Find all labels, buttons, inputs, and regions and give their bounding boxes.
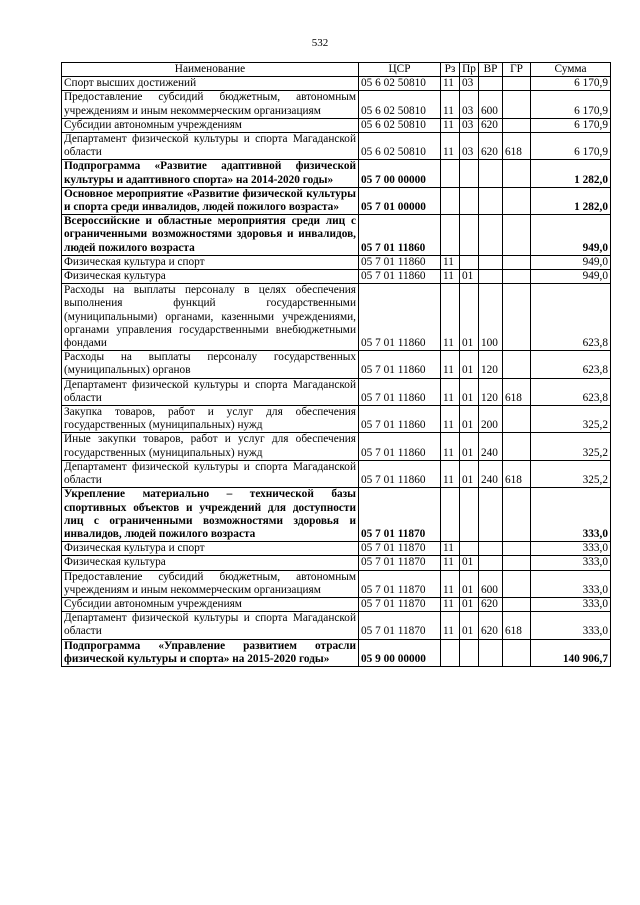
cell-sum: 140 906,7 [531, 639, 611, 666]
cell-sum: 623,8 [531, 378, 611, 405]
cell-csr: 05 7 01 11860 [359, 255, 441, 269]
cell-vr: 120 [479, 351, 503, 378]
cell-vr: 620 [479, 612, 503, 639]
cell-sum: 949,0 [531, 270, 611, 284]
header-sum: Сумма [531, 63, 611, 77]
cell-pr: 01 [460, 433, 479, 460]
cell-sum: 333,0 [531, 542, 611, 556]
cell-gr [503, 118, 531, 132]
table-header-row [62, 63, 611, 77]
cell-gr: 618 [503, 133, 531, 160]
cell-sum: 333,0 [531, 556, 611, 570]
cell-sum: 6 170,9 [531, 91, 611, 118]
cell-name: Расходы на выплаты персоналу в целях обеспечения выполнения функций государственными (муниципальными) органами, казенными учреждениями, органами управления государственными внебюджетными фондами [62, 284, 359, 351]
cell-sum: 333,0 [531, 570, 611, 597]
cell-rz: 11 [441, 612, 460, 639]
cell-rz [441, 160, 460, 187]
cell-rz: 11 [441, 351, 460, 378]
cell-rz: 11 [441, 378, 460, 405]
cell-rz: 11 [441, 433, 460, 460]
cell-name: Департамент физической культуры и спорта Магаданской области [62, 133, 359, 160]
cell-gr [503, 597, 531, 611]
cell-csr: 05 9 00 00000 [359, 639, 441, 666]
cell-pr: 03 [460, 118, 479, 132]
cell-gr [503, 77, 531, 91]
cell-gr [503, 639, 531, 666]
cell-rz: 11 [441, 91, 460, 118]
table-row [62, 460, 611, 487]
cell-rz: 11 [441, 597, 460, 611]
cell-vr: 620 [479, 597, 503, 611]
cell-csr: 05 7 01 11870 [359, 612, 441, 639]
cell-name: Всероссийские и областные мероприятия среди лиц с ограниченными возможностями здоровья и инвалидов, людей пожилого возраста [62, 215, 359, 256]
cell-csr: 05 7 01 11870 [359, 597, 441, 611]
cell-pr: 01 [460, 570, 479, 597]
cell-rz [441, 639, 460, 666]
cell-sum: 333,0 [531, 597, 611, 611]
cell-pr [460, 160, 479, 187]
cell-vr: 240 [479, 460, 503, 487]
cell-gr [503, 91, 531, 118]
cell-sum: 623,8 [531, 351, 611, 378]
cell-csr: 05 7 01 11860 [359, 460, 441, 487]
header-gr: ГР [503, 63, 531, 77]
cell-pr: 01 [460, 406, 479, 433]
header-vr: ВР [479, 63, 503, 77]
cell-name: Предоставление субсидий бюджетным, автономным учреждениям и иным некоммерческим организациям [62, 570, 359, 597]
cell-csr: 05 7 01 11870 [359, 488, 441, 542]
cell-vr: 120 [479, 378, 503, 405]
cell-gr [503, 570, 531, 597]
cell-name: Физическая культура и спорт [62, 255, 359, 269]
cell-gr [503, 255, 531, 269]
cell-pr: 01 [460, 270, 479, 284]
cell-rz: 11 [441, 270, 460, 284]
cell-sum: 333,0 [531, 612, 611, 639]
cell-csr: 05 6 02 50810 [359, 77, 441, 91]
cell-vr [479, 488, 503, 542]
cell-sum: 949,0 [531, 215, 611, 256]
cell-pr: 01 [460, 378, 479, 405]
cell-name: Физическая культура [62, 556, 359, 570]
cell-rz: 11 [441, 133, 460, 160]
cell-gr [503, 556, 531, 570]
cell-pr: 01 [460, 284, 479, 351]
cell-sum: 949,0 [531, 255, 611, 269]
cell-gr [503, 284, 531, 351]
cell-vr [479, 160, 503, 187]
cell-pr: 01 [460, 460, 479, 487]
cell-vr: 620 [479, 133, 503, 160]
cell-gr: 618 [503, 612, 531, 639]
cell-name: Подпрограмма «Управление развитием отрасли физической культуры и спорта» на 2015-2020 годы» [62, 639, 359, 666]
cell-gr [503, 160, 531, 187]
header-rz: Рз [441, 63, 460, 77]
cell-gr [503, 215, 531, 256]
cell-csr: 05 7 01 11860 [359, 351, 441, 378]
cell-csr: 05 7 01 11870 [359, 542, 441, 556]
budget-table [61, 62, 611, 667]
cell-gr: 618 [503, 378, 531, 405]
cell-sum: 325,2 [531, 433, 611, 460]
cell-pr: 01 [460, 612, 479, 639]
cell-vr [479, 187, 503, 214]
cell-name: Департамент физической культуры и спорта Магаданской области [62, 612, 359, 639]
cell-name: Подпрограмма «Развитие адаптивной физической культуры и адаптивного спорта» на 2014-2020 годы» [62, 160, 359, 187]
table-row [62, 378, 611, 405]
cell-name: Физическая культура и спорт [62, 542, 359, 556]
cell-csr: 05 6 02 50810 [359, 133, 441, 160]
cell-name: Основное мероприятие «Развитие физической культуры и спорта среди инвалидов, людей пожилого возраста» [62, 187, 359, 214]
cell-pr: 03 [460, 91, 479, 118]
cell-pr: 03 [460, 77, 479, 91]
cell-vr [479, 255, 503, 269]
cell-csr: 05 7 01 11860 [359, 406, 441, 433]
cell-name: Укрепление материально – технической базы спортивных объектов и учреждений для доступности лиц с ограниченными возможностями здоровья и инвалидов, людей пожилого возраста [62, 488, 359, 542]
cell-vr [479, 270, 503, 284]
cell-csr: 05 6 02 50810 [359, 118, 441, 132]
table-row [62, 215, 611, 256]
cell-csr: 05 7 01 11860 [359, 284, 441, 351]
cell-rz: 11 [441, 406, 460, 433]
table-row [62, 91, 611, 118]
cell-vr [479, 77, 503, 91]
page-number: 532 [311, 37, 329, 49]
table-body [62, 77, 611, 667]
table-row [62, 488, 611, 542]
cell-pr [460, 255, 479, 269]
table-row [62, 133, 611, 160]
header-csr: ЦСР [359, 63, 441, 77]
cell-sum: 623,8 [531, 284, 611, 351]
cell-rz: 11 [441, 284, 460, 351]
cell-pr: 03 [460, 133, 479, 160]
header-pr: Пр [460, 63, 479, 77]
cell-pr [460, 187, 479, 214]
cell-rz: 11 [441, 460, 460, 487]
cell-sum: 1 282,0 [531, 160, 611, 187]
cell-sum: 6 170,9 [531, 133, 611, 160]
table-row [62, 556, 611, 570]
cell-gr [503, 406, 531, 433]
table-row [62, 639, 611, 666]
cell-vr: 100 [479, 284, 503, 351]
cell-vr: 600 [479, 570, 503, 597]
cell-sum: 6 170,9 [531, 77, 611, 91]
cell-gr [503, 270, 531, 284]
cell-csr: 05 7 01 11860 [359, 378, 441, 405]
cell-vr: 200 [479, 406, 503, 433]
cell-csr: 05 7 01 11860 [359, 270, 441, 284]
cell-rz [441, 187, 460, 214]
table-row [62, 570, 611, 597]
table-row [62, 284, 611, 351]
cell-gr [503, 488, 531, 542]
cell-name: Предоставление субсидий бюджетным, автономным учреждениям и иным некоммерческим организациям [62, 91, 359, 118]
cell-vr [479, 542, 503, 556]
cell-name: Департамент физической культуры и спорта Магаданской области [62, 460, 359, 487]
cell-sum: 6 170,9 [531, 118, 611, 132]
cell-sum: 333,0 [531, 488, 611, 542]
cell-gr [503, 351, 531, 378]
cell-sum: 325,2 [531, 460, 611, 487]
cell-vr: 240 [479, 433, 503, 460]
cell-pr [460, 215, 479, 256]
cell-pr: 01 [460, 556, 479, 570]
cell-gr [503, 542, 531, 556]
cell-csr: 05 7 01 11870 [359, 570, 441, 597]
table-row [62, 187, 611, 214]
cell-pr [460, 542, 479, 556]
table-row [62, 612, 611, 639]
cell-pr [460, 639, 479, 666]
cell-pr: 01 [460, 351, 479, 378]
cell-sum: 1 282,0 [531, 187, 611, 214]
table-row [62, 77, 611, 91]
cell-rz [441, 215, 460, 256]
table-row [62, 160, 611, 187]
cell-name: Субсидии автономным учреждениям [62, 118, 359, 132]
table-row [62, 406, 611, 433]
cell-gr: 618 [503, 460, 531, 487]
cell-gr [503, 187, 531, 214]
cell-name: Физическая культура [62, 270, 359, 284]
cell-vr: 620 [479, 118, 503, 132]
cell-vr [479, 556, 503, 570]
cell-rz: 11 [441, 77, 460, 91]
table-row [62, 542, 611, 556]
header-name: Наименование [62, 63, 359, 77]
cell-name: Спорт высших достижений [62, 77, 359, 91]
cell-name: Расходы на выплаты персоналу государственных (муниципальных) органов [62, 351, 359, 378]
table-row [62, 351, 611, 378]
cell-name: Субсидии автономным учреждениям [62, 597, 359, 611]
cell-sum: 325,2 [531, 406, 611, 433]
cell-name: Закупка товаров, работ и услуг для обеспечения государственных (муниципальных) нужд [62, 406, 359, 433]
cell-gr [503, 433, 531, 460]
cell-csr: 05 7 01 11870 [359, 556, 441, 570]
cell-csr: 05 6 02 50810 [359, 91, 441, 118]
cell-pr [460, 488, 479, 542]
cell-rz: 11 [441, 570, 460, 597]
cell-csr: 05 7 01 11860 [359, 215, 441, 256]
cell-csr: 05 7 00 00000 [359, 160, 441, 187]
cell-name: Иные закупки товаров, работ и услуг для обеспечения государственных (муниципальных) нужд [62, 433, 359, 460]
cell-csr: 05 7 01 11860 [359, 433, 441, 460]
cell-csr: 05 7 01 00000 [359, 187, 441, 214]
cell-rz: 11 [441, 255, 460, 269]
table-row [62, 255, 611, 269]
cell-vr [479, 639, 503, 666]
cell-name: Департамент физической культуры и спорта Магаданской области [62, 378, 359, 405]
cell-rz [441, 488, 460, 542]
cell-vr: 600 [479, 91, 503, 118]
cell-rz: 11 [441, 118, 460, 132]
cell-rz: 11 [441, 542, 460, 556]
table-row [62, 118, 611, 132]
cell-vr [479, 215, 503, 256]
table-row [62, 270, 611, 284]
table-row [62, 597, 611, 611]
table-row [62, 433, 611, 460]
cell-rz: 11 [441, 556, 460, 570]
cell-pr: 01 [460, 597, 479, 611]
